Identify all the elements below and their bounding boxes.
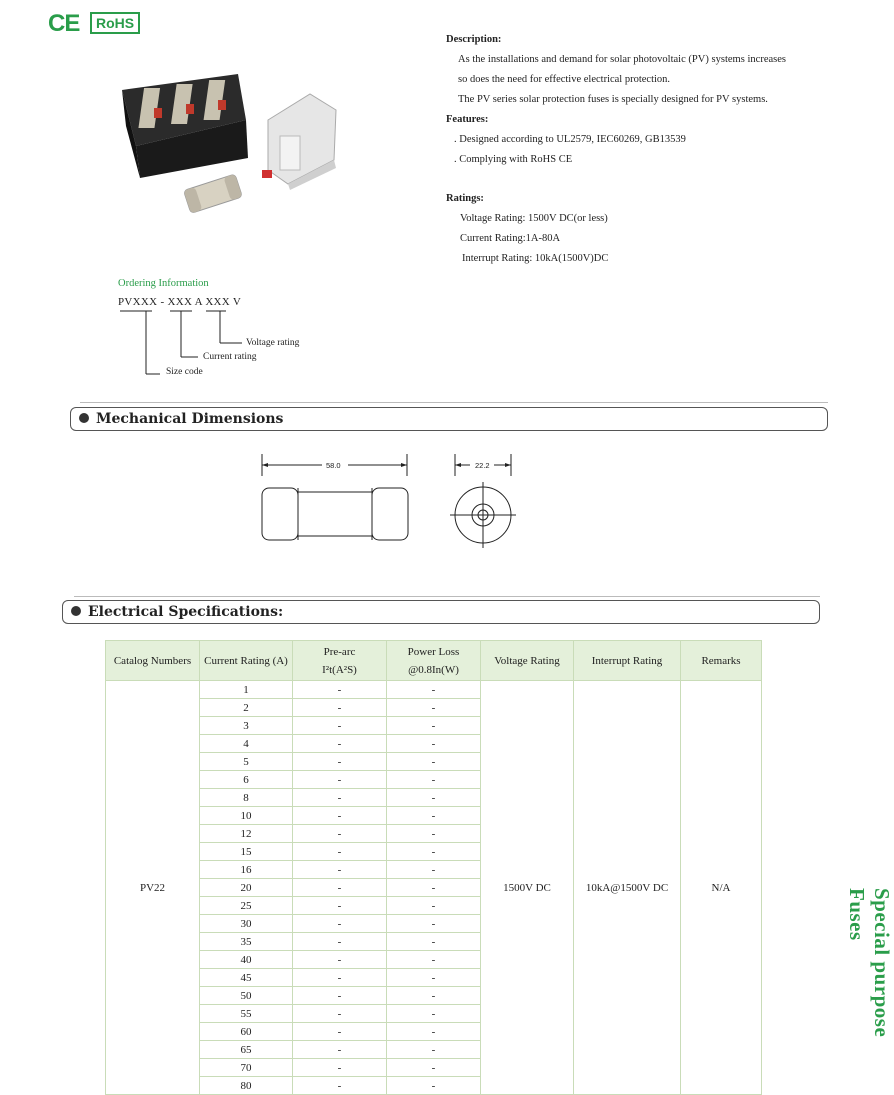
prearc-cell: -: [293, 843, 387, 861]
power-loss-cell: -: [387, 933, 481, 951]
current-rating-cell: 50: [200, 987, 293, 1005]
mechanical-dimensions-header: [70, 407, 828, 431]
current-rating-cell: 8: [200, 789, 293, 807]
power-loss-header-line1: Power Loss: [407, 645, 460, 658]
current-rating-cell: 12: [200, 825, 293, 843]
feature-item: . Designed according to UL2579, IEC60269, GB13539: [454, 134, 686, 145]
ordering-diagram: [118, 308, 318, 388]
product-photo: [118, 60, 358, 220]
prearc-cell: -: [293, 681, 387, 699]
power-loss-cell: -: [387, 879, 481, 897]
current-rating-cell: 5: [200, 753, 293, 771]
side-label: Special purpose Fuses: [845, 888, 894, 1038]
catalog-number-cell: PV22: [106, 681, 200, 1095]
prearc-cell: -: [293, 879, 387, 897]
prearc-cell: -: [293, 1077, 387, 1095]
rohs-badge: RoHS: [90, 12, 140, 34]
prearc-cell: -: [293, 861, 387, 879]
power-loss-header: [387, 641, 481, 681]
electrical-title: Electrical Specifications:: [88, 604, 284, 620]
prearc-cell: -: [293, 753, 387, 771]
bullet-icon: [79, 413, 89, 423]
ordering-code: PVXXX - XXX A XXX V: [118, 296, 242, 308]
current-rating-cell: 20: [200, 879, 293, 897]
power-loss-cell: -: [387, 1077, 481, 1095]
prearc-cell: -: [293, 987, 387, 1005]
power-loss-cell: -: [387, 1059, 481, 1077]
power-loss-cell: -: [387, 789, 481, 807]
feature-item: . Complying with RoHS CE: [454, 154, 573, 165]
power-loss-cell: -: [387, 771, 481, 789]
current-rating-text: Current Rating:1A-80A: [460, 233, 561, 244]
prearc-cell: -: [293, 807, 387, 825]
voltage-rating-text: Voltage Rating: 1500V DC(or less): [460, 213, 608, 224]
spec-table: [105, 640, 762, 1095]
prearc-cell: -: [293, 789, 387, 807]
prearc-cell: -: [293, 915, 387, 933]
prearc-header-line1: Pre-arc: [323, 645, 356, 658]
current-rating-cell: 4: [200, 735, 293, 753]
current-rating-cell: 1: [200, 681, 293, 699]
section-rule: [80, 402, 828, 403]
prearc-cell: -: [293, 699, 387, 717]
interrupt-rating-text: Interrupt Rating: 10kA(1500V)DC: [462, 253, 609, 264]
current-rating-cell: 45: [200, 969, 293, 987]
prearc-cell: -: [293, 951, 387, 969]
length-dimension: 58.0: [326, 461, 341, 470]
current-rating-cell: 6: [200, 771, 293, 789]
current-rating-cell: 16: [200, 861, 293, 879]
current-rating-cell: 30: [200, 915, 293, 933]
power-loss-cell: -: [387, 807, 481, 825]
power-loss-cell: -: [387, 987, 481, 1005]
prearc-cell: -: [293, 897, 387, 915]
prearc-cell: -: [293, 933, 387, 951]
description-text-2: The PV series solar protection fuses is specially designed for PV systems.: [458, 94, 768, 105]
section-rule: [74, 596, 820, 597]
ratings-heading: Ratings:: [446, 193, 484, 204]
power-loss-cell: -: [387, 843, 481, 861]
prearc-cell: -: [293, 1041, 387, 1059]
current-rating-cell: 60: [200, 1023, 293, 1041]
voltage-rating-label: Voltage rating: [246, 338, 300, 348]
description-text-1: As the installations and demand for solar photovoltaic (PV) systems increases so does the need for effective electrical protection.: [458, 54, 786, 85]
remarks-cell: N/A: [681, 681, 762, 1095]
remarks-header: Remarks: [681, 641, 762, 681]
prearc-cell: -: [293, 1005, 387, 1023]
prearc-cell: -: [293, 735, 387, 753]
prearc-header-line2: I²t(A²S): [322, 663, 357, 676]
current-rating-cell: 65: [200, 1041, 293, 1059]
interrupt-rating-cell: 10kA@1500V DC: [574, 681, 681, 1095]
prearc-header: [293, 641, 387, 681]
features-heading: Features:: [446, 114, 489, 125]
current-rating-cell: 3: [200, 717, 293, 735]
ce-mark: CE: [48, 10, 80, 37]
description-heading: Description:: [446, 34, 502, 45]
ordering-title: Ordering Information: [118, 278, 209, 289]
electrical-specifications-header: [62, 600, 820, 624]
current-rating-label: Current rating: [203, 352, 257, 362]
power-loss-cell: -: [387, 1041, 481, 1059]
power-loss-cell: -: [387, 861, 481, 879]
diameter-dimension: 22.2: [475, 461, 490, 470]
power-loss-cell: -: [387, 681, 481, 699]
power-loss-cell: -: [387, 1005, 481, 1023]
current-rating-cell: 15: [200, 843, 293, 861]
power-loss-header-line2: @0.8In(W): [408, 663, 459, 676]
size-code-label: Size code: [166, 367, 203, 377]
power-loss-cell: -: [387, 1023, 481, 1041]
interrupt-header: Interrupt Rating: [574, 641, 681, 681]
voltage-rating-cell: 1500V DC: [481, 681, 574, 1095]
catalog-header: Catalog Numbers: [106, 641, 200, 681]
current-rating-cell: 25: [200, 897, 293, 915]
bullet-icon: [71, 606, 81, 616]
power-loss-cell: -: [387, 969, 481, 987]
power-loss-cell: -: [387, 825, 481, 843]
current-rating-cell: 10: [200, 807, 293, 825]
current-rating-cell: 80: [200, 1077, 293, 1095]
prearc-cell: -: [293, 825, 387, 843]
power-loss-cell: -: [387, 897, 481, 915]
voltage-header: Voltage Rating: [481, 641, 574, 681]
power-loss-cell: -: [387, 753, 481, 771]
prearc-cell: -: [293, 1023, 387, 1041]
prearc-cell: -: [293, 717, 387, 735]
mechanical-title: Mechanical Dimensions: [96, 411, 284, 427]
current-header: Current Rating (A): [200, 641, 293, 681]
power-loss-cell: -: [387, 951, 481, 969]
description-block: [446, 30, 786, 269]
table-row: [106, 681, 762, 699]
prearc-cell: -: [293, 771, 387, 789]
dimension-drawing: [250, 452, 540, 552]
current-rating-cell: 35: [200, 933, 293, 951]
current-rating-cell: 70: [200, 1059, 293, 1077]
prearc-cell: -: [293, 1059, 387, 1077]
current-rating-cell: 55: [200, 1005, 293, 1023]
power-loss-cell: -: [387, 699, 481, 717]
current-rating-cell: 2: [200, 699, 293, 717]
power-loss-cell: -: [387, 717, 481, 735]
current-rating-cell: 40: [200, 951, 293, 969]
power-loss-cell: -: [387, 735, 481, 753]
power-loss-cell: -: [387, 915, 481, 933]
prearc-cell: -: [293, 969, 387, 987]
